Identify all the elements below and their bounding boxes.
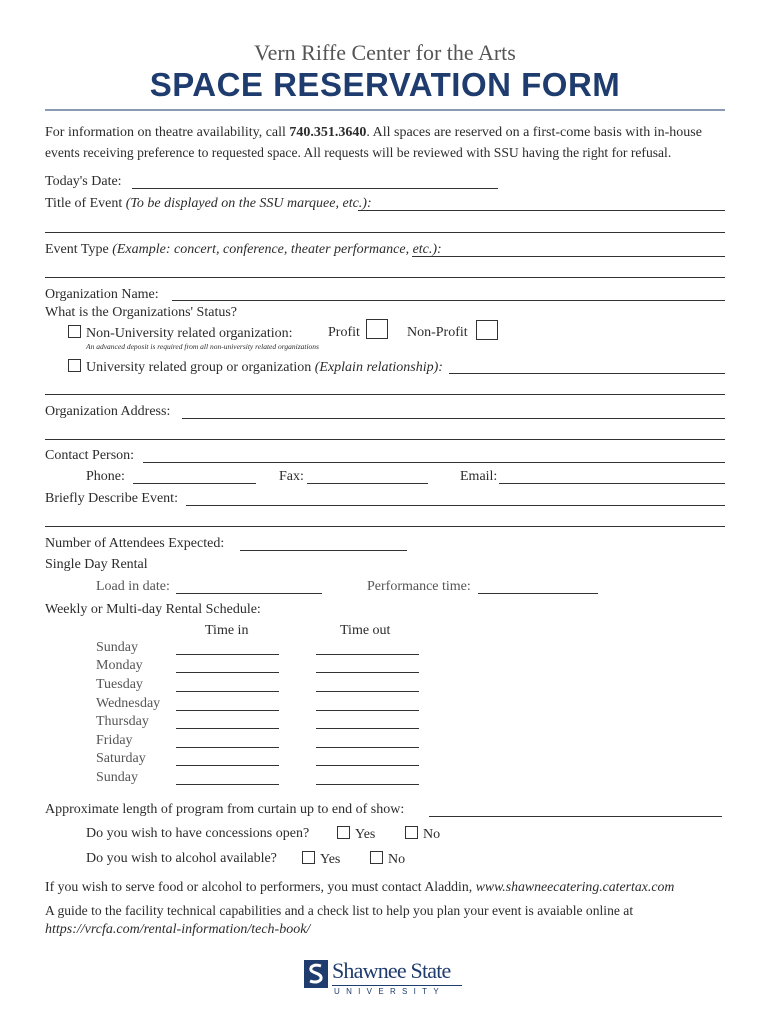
day-label: Saturday xyxy=(96,751,146,766)
fax-field[interactable] xyxy=(307,483,428,484)
concessions-no[interactable]: No xyxy=(405,826,440,843)
non-profit-checkbox[interactable] xyxy=(476,320,498,340)
day-label: Sunday xyxy=(96,640,138,655)
day-time-in-field[interactable] xyxy=(176,765,279,766)
todays-date-field[interactable] xyxy=(132,188,498,189)
phone-label: Phone: xyxy=(86,469,125,484)
day-time-in-field[interactable] xyxy=(176,728,279,729)
performance-time-label: Performance time: xyxy=(367,579,471,594)
contact-person-field[interactable] xyxy=(143,462,725,463)
catering-note: If you wish to serve food or alcohol to performers, you must contact Aladdin, www.shawneecatering.catertax.com xyxy=(45,879,675,894)
day-time-out-field[interactable] xyxy=(316,710,419,711)
fax-label: Fax: xyxy=(279,469,304,484)
contact-person-label: Contact Person: xyxy=(45,448,135,463)
day-label: Friday xyxy=(96,733,133,748)
shawnee-s-emblem-icon xyxy=(304,960,328,988)
program-length-label: Approximate length of program from curtain up to end of show: xyxy=(45,802,405,817)
day-label: Sunday xyxy=(96,770,138,785)
day-time-in-field[interactable] xyxy=(176,672,279,673)
alcohol-no[interactable]: No xyxy=(370,851,405,868)
catering-link[interactable]: www.shawneecatering.catertax.com xyxy=(475,879,675,894)
header-rule xyxy=(45,109,725,111)
day-label: Wednesday xyxy=(96,696,161,711)
email-label: Email: xyxy=(460,469,498,484)
describe-event-field-2[interactable] xyxy=(45,526,725,527)
day-time-out-field[interactable] xyxy=(316,728,419,729)
logo-rule xyxy=(332,985,462,986)
todays-date-label: Today's Date: xyxy=(45,174,122,189)
non-university-option[interactable]: Non-University related organization: xyxy=(68,325,293,342)
concessions-question: Do you wish to have concessions open? xyxy=(86,826,310,841)
day-time-out-field[interactable] xyxy=(316,672,419,673)
day-time-out-field[interactable] xyxy=(316,691,419,692)
day-time-in-field[interactable] xyxy=(176,691,279,692)
concessions-no-checkbox[interactable] xyxy=(405,826,418,839)
title-of-event-label: Title of Event (To be displayed on the SSU marquee, etc.): xyxy=(45,196,372,211)
time-out-header: Time out xyxy=(340,623,391,638)
alcohol-question: Do you wish to alcohol available? xyxy=(86,851,277,866)
time-in-header: Time in xyxy=(205,623,249,638)
load-in-field[interactable] xyxy=(176,593,322,594)
day-label: Monday xyxy=(96,658,143,673)
org-address-field-2[interactable] xyxy=(45,439,725,440)
event-type-label: Event Type (Example: concert, conference, theater performance, etc.): xyxy=(45,242,442,257)
alcohol-yes[interactable]: Yes xyxy=(302,851,340,868)
university-relationship-field[interactable] xyxy=(449,373,725,374)
day-time-in-field[interactable] xyxy=(176,784,279,785)
org-name-label: Organization Name: xyxy=(45,287,159,302)
profit-checkbox[interactable] xyxy=(366,319,388,339)
university-group-checkbox[interactable] xyxy=(68,359,81,372)
university-relationship-field-2[interactable] xyxy=(45,394,725,395)
day-time-in-field[interactable] xyxy=(176,710,279,711)
day-time-in-field[interactable] xyxy=(176,654,279,655)
phone-field[interactable] xyxy=(133,483,256,484)
event-type-field-2[interactable] xyxy=(45,277,725,278)
deposit-note: An advanced deposit is required from all non-university related organizations xyxy=(86,342,319,351)
email-field[interactable] xyxy=(499,483,725,484)
concessions-yes-checkbox[interactable] xyxy=(337,826,350,839)
describe-event-field[interactable] xyxy=(186,505,725,506)
intro-line-2: events receiving preference to requested space. All requests will be reviewed with SSU having the right for refusal. xyxy=(45,145,672,160)
alcohol-yes-checkbox[interactable] xyxy=(302,851,315,864)
org-address-field[interactable] xyxy=(182,418,725,419)
non-profit-label: Non-Profit xyxy=(407,325,468,340)
theatre-phone: 740.351.3640 xyxy=(289,125,367,140)
venue-title: Vern Riffe Center for the Arts xyxy=(254,40,516,65)
day-label: Thursday xyxy=(96,714,149,729)
day-time-out-field[interactable] xyxy=(316,747,419,748)
org-address-label: Organization Address: xyxy=(45,404,171,419)
profit-label: Profit xyxy=(328,325,360,340)
day-time-out-field[interactable] xyxy=(316,784,419,785)
day-label: Tuesday xyxy=(96,677,143,692)
program-length-field[interactable] xyxy=(429,816,722,817)
non-university-checkbox[interactable] xyxy=(68,325,81,338)
title-of-event-field[interactable] xyxy=(358,210,725,211)
tech-guide-note: A guide to the facility technical capabilities and a check list to help you plan your event is avaiable online at xyxy=(45,903,634,918)
title-of-event-field-2[interactable] xyxy=(45,232,725,233)
day-time-out-field[interactable] xyxy=(316,765,419,766)
university-logo xyxy=(300,958,470,998)
single-day-label: Single Day Rental xyxy=(45,557,148,572)
concessions-yes[interactable]: Yes xyxy=(337,826,375,843)
event-type-field[interactable] xyxy=(412,256,725,257)
load-in-label: Load in date: xyxy=(96,579,170,594)
intro-line-1: For information on theatre availability, call 740.351.3640. All spaces are reserved on a first-come basis with in-house xyxy=(45,125,702,140)
day-time-out-field[interactable] xyxy=(316,654,419,655)
org-name-field[interactable] xyxy=(172,300,725,301)
describe-event-label: Briefly Describe Event: xyxy=(45,491,178,506)
day-time-in-field[interactable] xyxy=(176,747,279,748)
logo-subtitle: UNIVERSITY xyxy=(334,987,446,996)
org-status-question: What is the Organizations' Status? xyxy=(45,305,238,320)
form-title: SPACE RESERVATION FORM xyxy=(149,66,621,103)
attendees-label: Number of Attendees Expected: xyxy=(45,536,225,551)
weekly-schedule-label: Weekly or Multi-day Rental Schedule: xyxy=(45,602,261,617)
alcohol-no-checkbox[interactable] xyxy=(370,851,383,864)
performance-time-field[interactable] xyxy=(478,593,598,594)
attendees-field[interactable] xyxy=(240,550,407,551)
university-group-option[interactable]: University related group or organization (Explain relationship): xyxy=(68,359,443,376)
logo-name: Shawnee State xyxy=(332,958,451,983)
tech-guide-link[interactable]: https://vrcfa.com/rental-information/tech-book/ xyxy=(45,922,311,937)
